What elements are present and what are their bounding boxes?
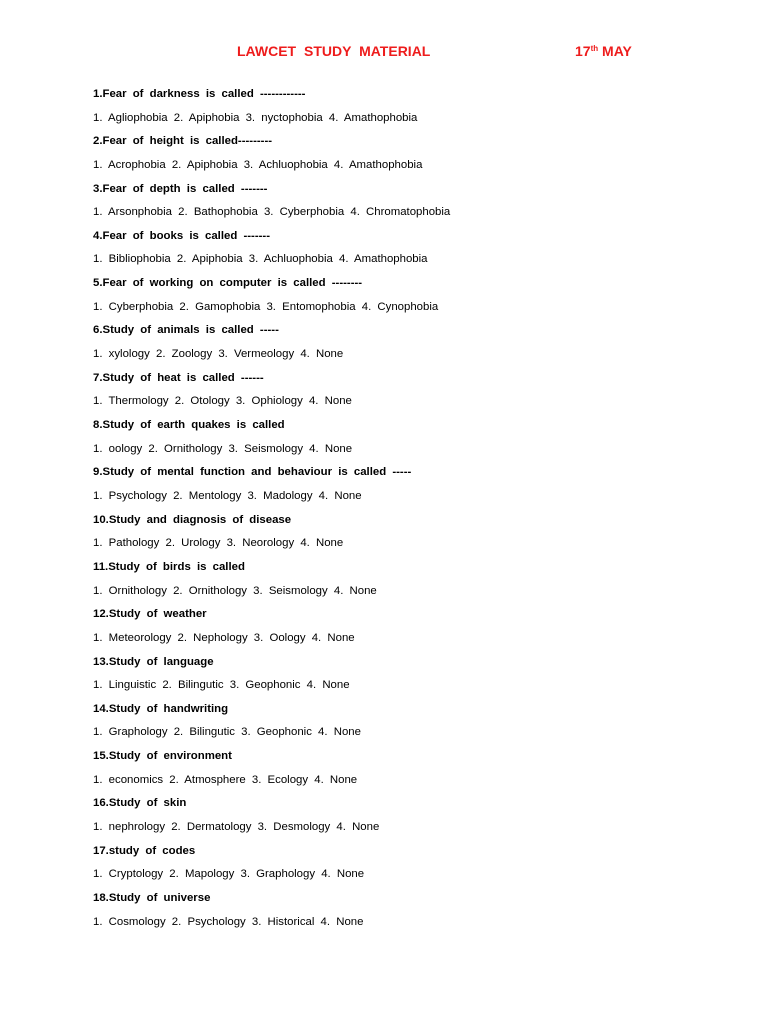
question-text: 6.Study of animals is called ----- — [93, 324, 279, 337]
question-item — [93, 890, 733, 937]
question-options: 1. Meteorology 2. Nephology 3. Oology 4. None — [93, 631, 355, 644]
question-options: 1. oology 2. Ornithology 3. Seismology 4. None — [93, 442, 353, 455]
question-item — [93, 464, 733, 511]
question-options: 1. Cyberphobia 2. Gamophobia 3. Entomophobia 4. Cynophobia — [93, 300, 439, 313]
question-item — [93, 322, 733, 369]
page-header — [0, 43, 768, 63]
question-options: 1. economics 2. Atmosphere 3. Ecology 4. None — [93, 773, 358, 786]
question-item — [93, 795, 733, 842]
question-item — [93, 86, 733, 133]
question-text: 13.Study of language — [93, 655, 214, 668]
question-item — [93, 228, 733, 275]
question-item — [93, 748, 733, 795]
question-list — [93, 86, 733, 937]
question-options: 1. Cryptology 2. Mapology 3. Graphology 4. None — [93, 868, 365, 881]
question-item — [93, 512, 733, 559]
question-item — [93, 606, 733, 653]
question-text: 16.Study of skin — [93, 797, 187, 810]
question-options: 1. Pathology 2. Urology 3. Neorology 4. None — [93, 537, 344, 550]
question-text: 10.Study and diagnosis of disease — [93, 513, 292, 526]
question-text: 2.Fear of height is called--------- — [93, 135, 273, 148]
question-text: 15.Study of environment — [93, 750, 232, 763]
question-text: 18.Study of universe — [93, 892, 211, 905]
question-options: 1. Bibliophobia 2. Apiphobia 3. Achluophobia 4. Amathophobia — [93, 253, 428, 266]
question-text: 5.Fear of working on computer is called -------- — [93, 277, 363, 290]
question-item — [93, 417, 733, 464]
question-item — [93, 133, 733, 180]
question-text: 4.Fear of books is called ------- — [93, 229, 271, 242]
question-text: 12.Study of weather — [93, 608, 207, 621]
question-options: 1. Arsonphobia 2. Bathophobia 3. Cyberphobia 4. Chromatophobia — [93, 206, 451, 219]
question-options: 1. Psychology 2. Mentology 3. Madology 4. None — [93, 489, 362, 502]
question-text: 11.Study of birds is called — [93, 560, 245, 573]
question-text: 1.Fear of darkness is called ------------ — [93, 88, 306, 100]
question-options: 1. Graphology 2. Bilingutic 3. Geophonic 4. None — [93, 726, 361, 739]
document-date — [575, 43, 632, 59]
question-item — [93, 654, 733, 701]
question-options: 1. Linguistic 2. Bilingutic 3. Geophonic 4. None — [93, 679, 350, 692]
question-options: 1. Thermology 2. Otology 3. Ophiology 4. None — [93, 395, 352, 408]
question-text: 14.Study of handwriting — [93, 702, 229, 715]
question-text: 17.study of codes — [93, 844, 196, 857]
question-text: 9.Study of mental function and behaviour is called ----- — [93, 466, 412, 479]
question-item — [93, 843, 733, 890]
date-day: 17 — [575, 43, 591, 59]
question-text: 7.Study of heat is called ------ — [93, 371, 264, 384]
question-text: 3.Fear of depth is called ------- — [93, 182, 268, 195]
question-options: 1. Cosmology 2. Psychology 3. Historical 4. None — [93, 915, 364, 928]
document-title: LAWCET STUDY MATERIAL — [237, 43, 431, 59]
question-item — [93, 275, 733, 322]
question-options: 1. nephrology 2. Dermatology 3. Desmology 4. None — [93, 821, 380, 834]
question-options: 1. Agliophobia 2. Apiphobia 3. nyctophobia 4. Amathophobia — [93, 111, 418, 124]
question-item — [93, 370, 733, 417]
date-suffix: th — [590, 44, 599, 53]
question-item — [93, 701, 733, 748]
question-options: 1. Acrophobia 2. Apiphobia 3. Achluophobia 4. Amathophobia — [93, 158, 423, 171]
question-item — [93, 559, 733, 606]
date-month: MAY — [602, 43, 632, 59]
question-text: 8.Study of earth quakes is called — [93, 419, 285, 432]
question-item — [93, 181, 733, 228]
question-options: 1. xylology 2. Zoology 3. Vermeology 4. None — [93, 348, 344, 361]
question-options: 1. Ornithology 2. Ornithology 3. Seismology 4. None — [93, 584, 377, 597]
